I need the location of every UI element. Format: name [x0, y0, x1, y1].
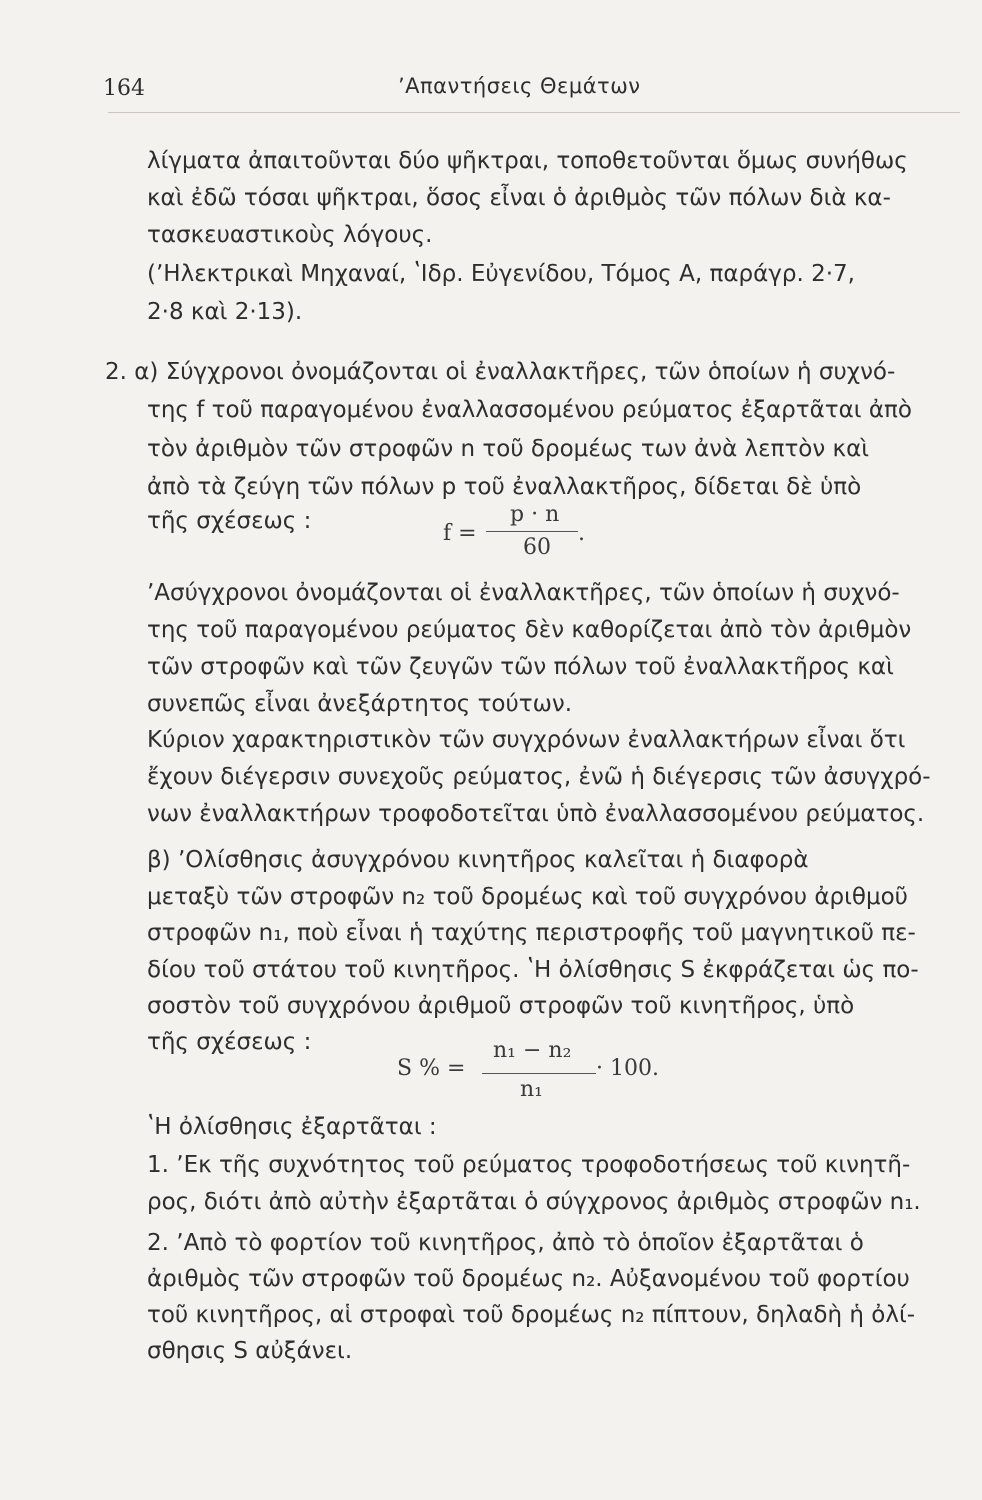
text-line: λίγματα ἀπαιτοῦνται δύο ψῆκτραι, τοποθετοῦνται ὅμως συνήθως — [147, 148, 908, 174]
text-line: συνεπῶς εἶναι ἀνεξάρτητος τούτων. — [147, 691, 573, 717]
text-line: τοῦ κινητῆρος, αἱ στροφαὶ τοῦ δρομέως n₂ πίπτουν, δηλαδὴ ἡ ὀλί- — [147, 1302, 916, 1328]
formula-s-lhs: S % = — [397, 1056, 466, 1081]
text-line: ἔχουν διέγερσιν συνεχοῦς ρεύματος, ἐνῶ ἡ διέγερσις τῶν ἀσυγχρό- — [147, 764, 931, 790]
text-line: β) ʼΟλίσθησις ἀσυγχρόνου κινητῆρος καλεῖται ἡ διαφορὰ — [147, 847, 809, 873]
formula-f-denominator: 60 — [523, 535, 551, 560]
text-line: 2. ʼΑπὸ τὸ φορτίον τοῦ κινητῆρος, ἀπὸ τὸ ὁποῖον ἐξαρτᾶται ὁ — [147, 1230, 864, 1256]
text-line: 2·8 καὶ 2·13). — [147, 299, 303, 325]
text-line: 1. ʼΕκ τῆς συχνότητος τοῦ ρεύματος τροφοδοτήσεως τοῦ κινητῆ- — [147, 1152, 911, 1178]
text-line: στροφῶν n₁, ποὺ εἶναι ἡ ταχύτης περιστροφῆς τοῦ μαγνητικοῦ πε- — [147, 920, 916, 946]
formula-f-trailing: . — [578, 521, 585, 546]
text-line: της f τοῦ παραγομένου ἐναλλασσομένου ρεύματος ἐξαρτᾶται ἀπὸ — [147, 397, 912, 423]
text-line: ʼΑσύγχρονοι ὀνομάζονται οἱ ἐναλλακτῆρες, τῶν ὁποίων ἡ συχνό- — [147, 580, 900, 606]
text-line: σοστὸν τοῦ συγχρόνου ἀριθμοῦ στροφῶν τοῦ κινητῆρος, ὑπὸ — [147, 993, 855, 1019]
text-line: σθησις S αὐξάνει. — [147, 1338, 353, 1364]
formula-f-lhs: f = — [443, 521, 477, 546]
text-line: ἀριθμὸς τῶν στροφῶν τοῦ δρομέως n₂. Αὐξανομένου τοῦ φορτίου — [147, 1266, 910, 1292]
formula-s-numerator: n₁ − n₂ — [493, 1038, 572, 1063]
text-line: δίου τοῦ στάτου τοῦ κινητῆρος. ʽΗ ὀλίσθησις S ἐκφράζεται ὡς πο- — [147, 957, 919, 983]
text-line: ἀπὸ τὰ ζεύγη τῶν πόλων p τοῦ ἐναλλακτῆρος, δίδεται δὲ ὑπὸ — [147, 474, 862, 500]
text-line: της τοῦ παραγομένου ρεύματος δὲν καθορίζεται ἀπὸ τὸν ἀριθμὸν — [147, 617, 912, 643]
formula-s-denominator: n₁ — [520, 1077, 543, 1102]
text-line: τῶν στροφῶν καὶ τῶν ζευγῶν τῶν πόλων τοῦ ἐναλλακτῆρος καὶ — [147, 654, 894, 680]
text-line: ρος, διότι ἀπὸ αὐτὴν ἐξαρτᾶται ὁ σύγχρονος ἀριθμὸς στροφῶν n₁. — [147, 1189, 921, 1215]
text-line: καὶ ἐδῶ τόσαι ψῆκτραι, ὅσος εἶναι ὁ ἀριθμὸς τῶν πόλων διὰ κα- — [147, 185, 891, 211]
text-line: ʽΗ ὀλίσθησις ἐξαρτᾶται : — [147, 1114, 437, 1140]
running-title: ʼΑπαντήσεις Θεμάτων — [398, 74, 641, 98]
fraction-bar — [482, 1073, 596, 1074]
fraction-bar — [486, 531, 578, 532]
formula-f-numerator: p · n — [510, 502, 560, 527]
text-line: νων ἐναλλακτήρων τροφοδοτεῖται ὑπὸ ἐναλλασσομένου ρεύματος. — [147, 801, 925, 827]
text-line: 2. α) Σύγχρονοι ὀνομάζονται οἱ ἐναλλακτῆρες, τῶν ὁποίων ἡ συχνό- — [105, 359, 896, 385]
page-number: 164 — [103, 76, 145, 101]
text-line: Κύριον χαρακτηριστικὸν τῶν συγχρόνων ἐναλλακτήρων εἶναι ὅτι — [147, 727, 906, 753]
text-line: τασκευαστικοὺς λόγους. — [147, 222, 433, 248]
text-line: μεταξὺ τῶν στροφῶν n₂ τοῦ δρομέως καὶ τοῦ συγχρόνου ἀριθμοῦ — [147, 884, 908, 910]
text-line: τὸν ἀριθμὸν τῶν στροφῶν n τοῦ δρομέως των ἀνὰ λεπτὸν καὶ — [147, 436, 870, 462]
header-rule — [108, 112, 960, 113]
text-line: (ʼΗλεκτρικαὶ Μηχαναί, ʽΙδρ. Εὐγενίδου, Τόμος Α, παράγρ. 2·7, — [147, 261, 855, 287]
text-line: τῆς σχέσεως : — [147, 1029, 312, 1055]
text-line: τῆς σχέσεως : — [147, 508, 312, 534]
formula-s-trailing: · 100. — [596, 1056, 659, 1081]
